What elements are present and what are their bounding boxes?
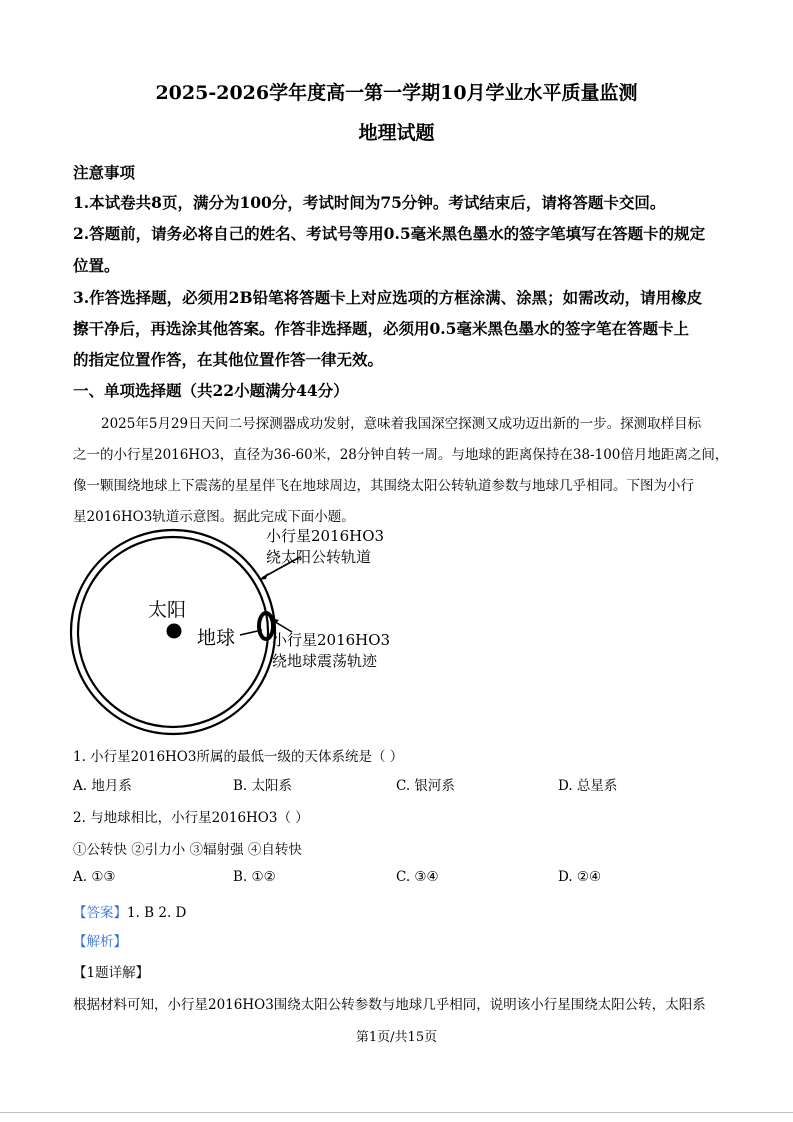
question-2-option-c: C. ③④ <box>396 869 439 885</box>
orbit-diagram <box>0 520 420 750</box>
arrowhead-icon <box>259 573 268 580</box>
sun-label: 太阳 <box>148 599 187 621</box>
page-bottom-divider <box>0 1112 793 1113</box>
notice-heading: 注意事项 <box>73 163 136 182</box>
question-1-option-c: C. 银河系 <box>396 778 455 794</box>
sun-dot <box>167 624 182 639</box>
notice-line: 1.本试卷共8页，满分为100分，考试时间为75分钟。考试结束后，请将答题卡交回。 <box>73 193 666 212</box>
answer-label: 【答案】 <box>73 905 127 921</box>
question-1-stem: 1. 小行星2016HO3所属的最低一级的天体系统是（ ） <box>73 749 404 765</box>
analysis-label: 【解析】 <box>73 934 127 950</box>
material-line: 之一的小行星2016HO3，直径为36-60米，28分钟自转一周。与地球的距离保持在38-100倍月地距离之间， <box>73 447 729 463</box>
question-2-option-d: D. ②④ <box>558 869 602 885</box>
question-2-stem: 2. 与地球相比，小行星2016HO3（ ） <box>73 810 309 826</box>
page-number: 第1页/共15页 <box>355 1030 438 1045</box>
analysis-detail-heading: 【1题详解】 <box>73 965 150 981</box>
exam-subtitle: 地理试题 <box>358 122 435 144</box>
notice-line: 位置。 <box>73 256 120 275</box>
notice-line: 3.作答选择题，必须用2B铅笔将答题卡上对应选项的方框涂满、涂黑；如需改动，请用橡皮 <box>73 288 703 307</box>
orbit-label-line2: 绕太阳公转轨道 <box>266 548 372 566</box>
material-line: 像一颗围绕地球上下震荡的星星伴飞在地球周边，其围绕太阳公转轨道参数与地球几乎相同。下图为小行 <box>73 478 694 494</box>
analysis-detail-text: 根据材料可知，小行星2016HO3围绕太阳公转参数与地球几乎相同，说明该小行星围绕太阳公转，太阳系 <box>73 997 706 1013</box>
material-line: 2025年5月29日天问二号探测器成功发射，意味着我国深空探测又成功迈出新的一步。探测取样目标 <box>101 416 702 432</box>
oscillation-label-line1: 小行星2016HO3 <box>272 631 391 649</box>
exam-title: 2025-2026学年度高一第一学期10月学业水平质量监测 <box>155 82 638 104</box>
earth-label: 地球 <box>197 627 236 649</box>
orbit-label-line1: 小行星2016HO3 <box>266 527 385 545</box>
notice-line: 的指定位置作答，在其他位置作答一律无效。 <box>73 350 384 369</box>
answer-line <box>73 901 186 921</box>
oscillation-label-line2: 绕地球震荡轨迹 <box>272 652 378 670</box>
material-line: 星2016HO3轨道示意图。据此完成下面小题。 <box>73 509 355 525</box>
question-2-statements: ①公转快 ②引力小 ③辐射强 ④自转快 <box>73 842 302 858</box>
question-2-option-b: B. ①② <box>233 869 276 885</box>
question-1-option-a: A. 地月系 <box>73 778 132 794</box>
section-heading: 一、单项选择题（共22小题满分44分） <box>73 381 349 400</box>
notice-line: 擦干净后，再选涂其他答案。作答非选择题，必须用0.5毫米黑色墨水的签字笔在答题卡上 <box>73 319 689 338</box>
notice-line: 2.答题前，请务必将自己的姓名、考试号等用0.5毫米黑色墨水的签字笔填写在答题卡的规定 <box>73 224 706 243</box>
question-1-option-b: B. 太阳系 <box>233 778 293 794</box>
question-2-option-a: A. ①③ <box>73 869 116 885</box>
question-1-option-d: D. 总星系 <box>558 778 618 794</box>
answer-text: 1. B 2. D <box>127 905 187 921</box>
